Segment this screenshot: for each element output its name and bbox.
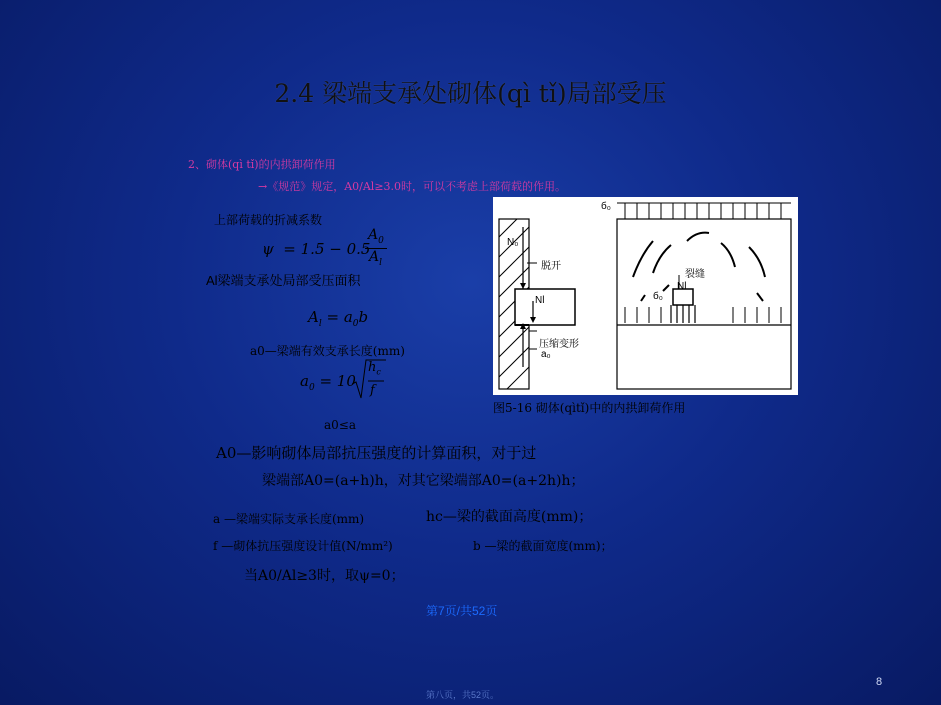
label-compression: 压缩变形 bbox=[539, 339, 579, 350]
label-tuokai: 脱开 bbox=[541, 261, 561, 272]
label-sigma0-top: б₀ bbox=[601, 201, 611, 212]
section-note: →《规范》规定，A0/Al≥3.0时，可以不考虑上部荷载的作用。 bbox=[258, 180, 567, 193]
a0-formula: $a_0 = 10$ $h_c$ f bbox=[300, 358, 390, 402]
hc-definition: hc—梁的截面高度(mm)； bbox=[426, 509, 593, 525]
al-label: Al梁端支承处局部受压面积 bbox=[206, 273, 361, 288]
page-indicator: 第7页/共52页 bbox=[426, 604, 498, 618]
reduction-label: 上部荷载的折减系数 bbox=[214, 213, 323, 227]
final-condition: 当A0/Al≥3时，取ψ=0； bbox=[244, 568, 405, 584]
a0-definition-1: A0—影响砌体局部抗压强度的计算面积，对于过 bbox=[216, 444, 537, 462]
page-number: 8 bbox=[876, 676, 883, 688]
figure-5-16 bbox=[493, 197, 798, 395]
figure-caption: 图5-16 砌体(qìtǐ)中的内拱卸荷作用 bbox=[493, 401, 686, 415]
footer-text: 第八页，共52页。 bbox=[426, 690, 500, 700]
label-n0: N₀ bbox=[507, 237, 519, 248]
a0-definition-2: 梁端部A0=(a+h)h，对其它梁端部A0=(a+2h)h； bbox=[262, 473, 585, 489]
b-definition: b —梁的截面宽度(mm)； bbox=[473, 539, 613, 553]
a0-label: a0—梁端有效支承长度(mm) bbox=[250, 344, 405, 358]
label-nl-center: Nl bbox=[677, 281, 687, 292]
section-heading: 2、砌体(qì tǐ)的内拱卸荷作用 bbox=[188, 158, 336, 171]
al-formula: $A_l = a_0b$ bbox=[308, 308, 369, 329]
label-nl: Nl bbox=[535, 295, 545, 306]
label-crack: 裂缝 bbox=[685, 269, 705, 280]
a0-condition: a0≤a bbox=[324, 418, 356, 432]
label-sigma0-mid: б₀ bbox=[653, 291, 663, 302]
f-definition: f —砌体抗压强度设计值(N/mm²) bbox=[213, 539, 393, 553]
a-definition: a —梁端实际支承长度(mm) bbox=[213, 512, 365, 526]
page-title: 2.4 梁端支承处砌体(qì tǐ)局部受压 bbox=[274, 79, 667, 108]
label-a0: a₀ bbox=[541, 349, 551, 360]
